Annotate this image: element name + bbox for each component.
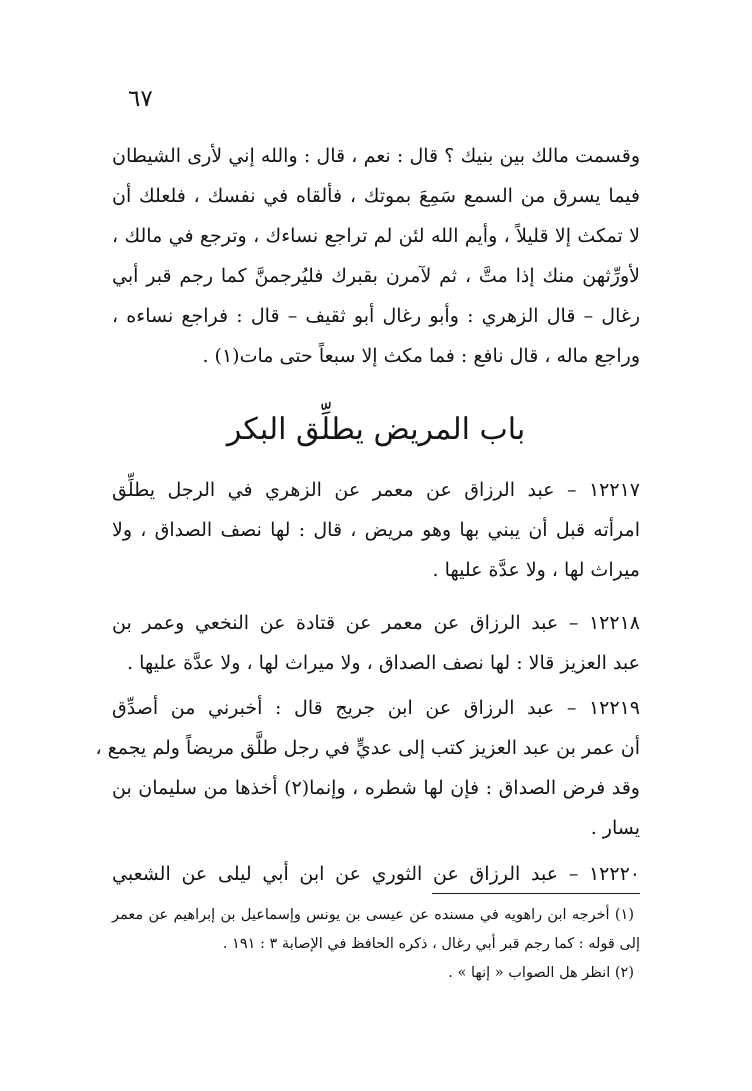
text-line: لا تمكث إلا قليلاً ، وأيم الله لئن لم تراجع نساءك ، وترجع في مالك ، (112, 225, 640, 247)
text-line: وراجع ماله ، قال نافع : فما مكث إلا سبعاً حتى مات(١) . (202, 345, 640, 367)
footnote-line: (١) أخرجه ابن راهويه في مسنده عن عيسى بن يونس وإسماعيل بن إبراهيم عن معمر (112, 907, 634, 923)
text-line: يسار . (590, 817, 640, 839)
footnote-divider (432, 893, 640, 894)
footnote-line: (٢) انظر هل الصواب « إنها » . (448, 965, 634, 981)
text-line: امرأته قبل أن يبني بها وهو مريض ، قال : لها نصف الصداق ، ولا (112, 519, 640, 541)
hadith-entry-12220 (112, 854, 640, 894)
text-line: وقد فرض الصداق : فإن لها شطره ، وإنما(٢) أخذها من سليمان بن (112, 777, 640, 799)
text-line: فيما يسرق من السمع سَمِعَ بموتك ، فألقاه في نفسك ، فلعلك أن (112, 185, 640, 207)
text-line: ١٢٢١٧ – عبد الرزاق عن معمر عن الزهري في الرجل يطلِّق (112, 479, 640, 501)
footnote-line: إلى قوله : كما رجم قبر أبي رغال ، ذكره الحافظ في الإصابة ٣ : ١٩١ . (222, 936, 640, 952)
text-line: وقسمت مالك بين بنيك ؟ قال : نعم ، قال : والله إني لأرى الشيطان (112, 145, 640, 167)
hadith-entry-12217 (112, 470, 640, 590)
text-line: رغال – قال الزهري : وأبو رغال أبو ثقيف – قال : فراجع نساءه ، (112, 305, 640, 327)
text-line: عبد العزيز قالا : لها نصف الصداق ، ولا ميراث لها ، ولا عدَّة عليها . (127, 652, 640, 674)
page-number: ٦٧ (128, 86, 153, 112)
hadith-entry-12219 (95, 688, 640, 848)
text-line: ميراث لها ، ولا عدَّة عليها . (432, 559, 640, 581)
section-heading: باب المريض يطلِّق البكر (226, 412, 526, 447)
text-line: ١٢٢١٩ – عبد الرزاق عن ابن جريج قال : أخبرني من أصدِّق (112, 697, 640, 719)
text-line: ١٢٢١٨ – عبد الرزاق عن معمر عن قتادة عن النخعي وعمر بن (112, 612, 640, 634)
text-line: ١٢٢٢٠ – عبد الرزاق عن الثوري عن ابن أبي ليلى عن الشعبي (112, 863, 640, 885)
hadith-entry-12218 (112, 603, 640, 683)
text-line: أن عمر بن عبد العزيز كتب إلى عديٍّ في رجل طلَّق مريضاً ولم يجمع ، (95, 737, 640, 759)
intro-paragraph (112, 136, 640, 376)
text-line: لأورِّثهن منك إذا متَّ ، ثم لآمرن بقبرك فليُرجمنَّ كما رجم قبر أبي (112, 265, 640, 287)
footnotes (112, 901, 640, 988)
